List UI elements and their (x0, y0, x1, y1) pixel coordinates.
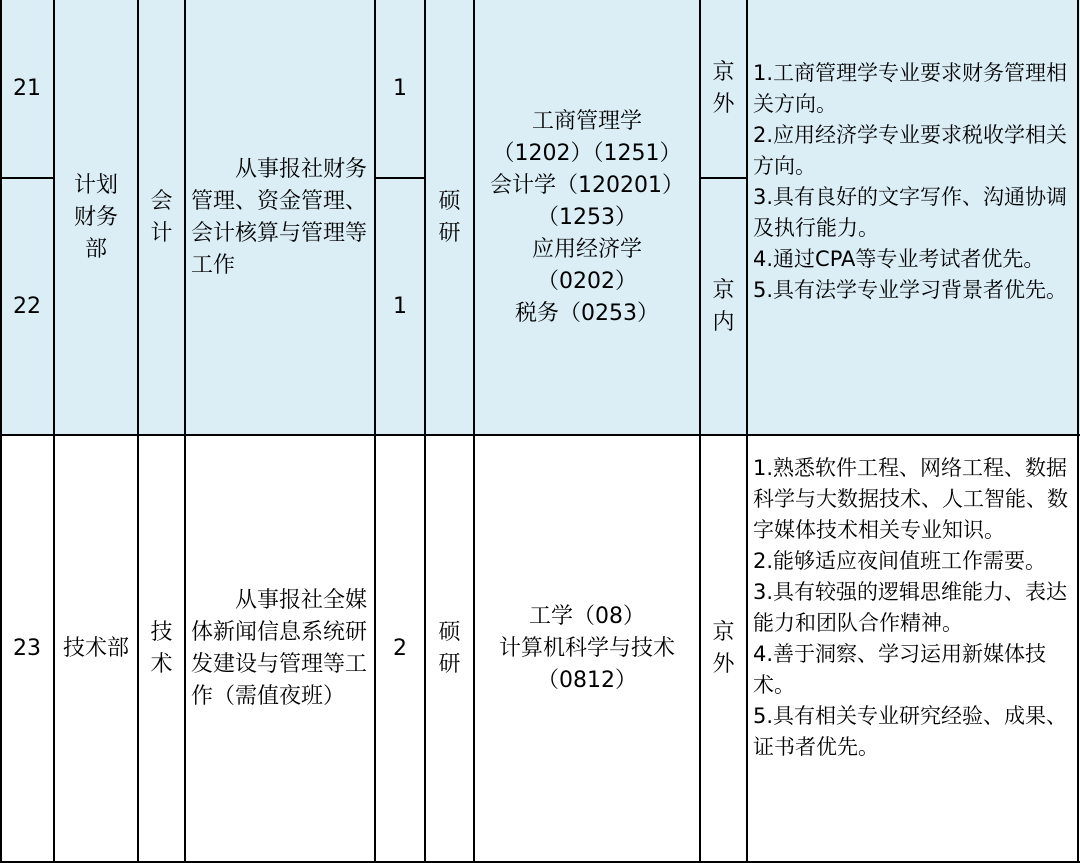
column-divider (699, 0, 701, 863)
location-22: 京内 (700, 178, 747, 435)
row-divider (0, 434, 1080, 436)
duties-cell: 从事报社财务管理、资金管理、会计核算与管理等工作 (185, 0, 375, 435)
requirement-item: 2.应用经济学专业要求税收学相关方向。 (753, 123, 1068, 178)
major-line: （0202） (536, 268, 637, 294)
major-line: （1202）（1251） (492, 140, 682, 166)
headcount-23: 2 (393, 636, 407, 661)
requirements-cell (747, 435, 1080, 863)
column-divider (53, 0, 55, 863)
major-line: 应用经济学 (531, 236, 642, 262)
headcount-22: 1 (375, 178, 425, 435)
majors-cell (474, 435, 700, 863)
department-cell: 计划财务部 (54, 0, 138, 435)
duties-cell: 从事报社全媒体新闻信息系统研发建设与管理等工作（需值夜班） (191, 588, 368, 709)
column-divider (374, 0, 376, 863)
major-line: 工商管理学 (531, 108, 642, 134)
column-divider (424, 0, 426, 863)
major-line: 税务（0253） (514, 300, 659, 326)
column-divider (473, 0, 475, 863)
column-divider (184, 0, 186, 863)
column-divider (746, 0, 748, 863)
table-border (1077, 0, 1079, 863)
row-divider (375, 177, 425, 179)
requirement-item: 1.熟悉软件工程、网络工程、数据科学与大数据技术、人工智能、数字媒体技术相关专业知识。 (753, 456, 1068, 542)
major-line: 会计学（120201） (490, 172, 684, 198)
degree-cell: 硕研 (438, 620, 461, 677)
position-cell: 会计 (138, 0, 185, 435)
major-line: （1253） (536, 204, 637, 230)
requirement-item: 5.具有法学专业学习背景者优先。 (753, 278, 1068, 302)
major-line: 计算机科学与技术 (498, 636, 675, 661)
row-id-23: 23 (13, 636, 41, 661)
requirement-item: 2.能够适应夜间值班工作需要。 (753, 549, 1047, 573)
requirement-item: 4.通过CPA等专业考试者优先。 (753, 247, 1045, 271)
degree-cell: 硕研 (425, 0, 474, 435)
department-cell: 技术部 (62, 636, 129, 661)
requirement-item: 5.具有相关专业研究经验、成果、证书者优先。 (753, 704, 1068, 759)
row-divider (0, 177, 54, 179)
majors-cell (474, 0, 700, 435)
major-line: （0812） (536, 668, 637, 693)
major-line: 工学（08） (528, 604, 645, 629)
row-id-21: 21 (0, 0, 54, 178)
position-cell: 技术 (150, 620, 173, 677)
requirement-item: 3.具有较强的逻辑思维能力、表达能力和团队合作精神。 (753, 580, 1068, 635)
location-23: 京外 (712, 620, 735, 677)
row-id-22: 22 (0, 178, 54, 435)
column-divider (137, 0, 139, 863)
headcount-21: 1 (375, 0, 425, 178)
requirements-cell (747, 0, 1080, 435)
requirement-item: 4.善于洞察、学习运用新媒体技术。 (753, 642, 1047, 697)
requirement-item: 1.工商管理学专业要求财务管理相关方向。 (753, 61, 1068, 116)
location-21: 京外 (700, 0, 747, 178)
row-divider (700, 177, 747, 179)
table-border (0, 0, 2, 863)
requirement-item: 3.具有良好的文字写作、沟通协调及执行能力。 (753, 185, 1068, 240)
